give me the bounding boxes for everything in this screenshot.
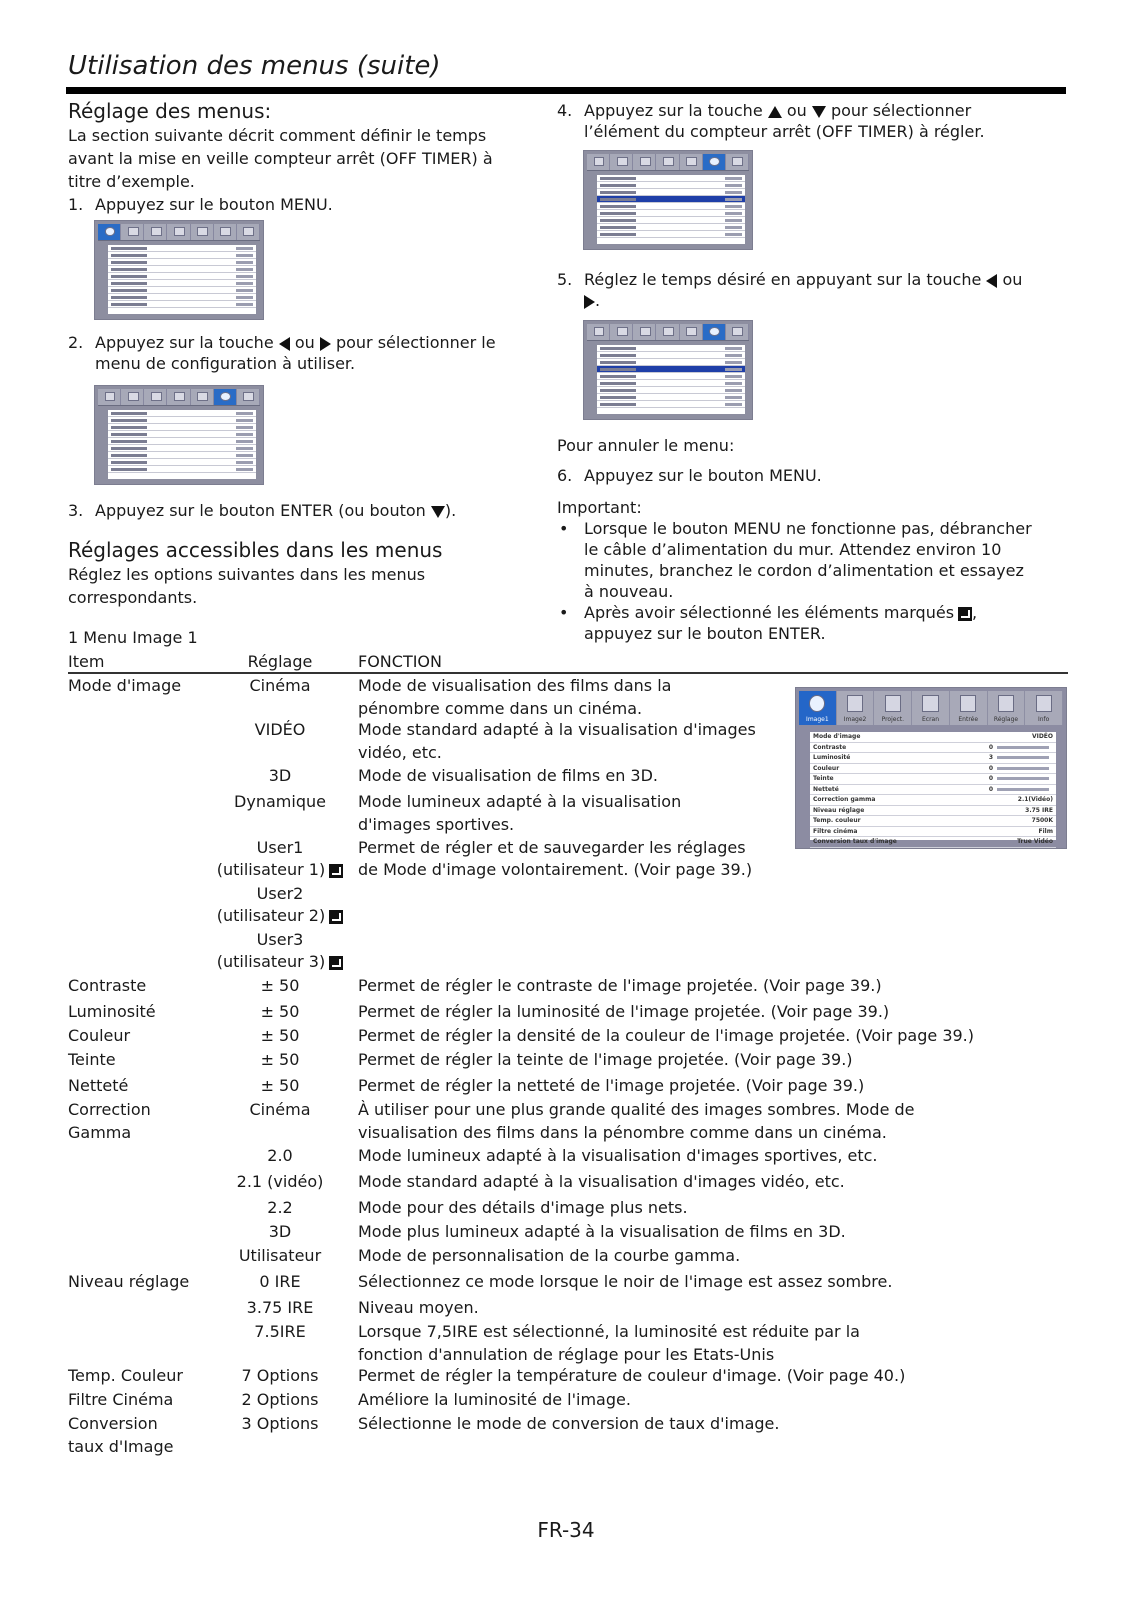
gear-icon: [998, 695, 1014, 712]
cell-fonction: Mode de visualisation de films en 3D.: [358, 766, 658, 785]
menu-tabs: [799, 691, 1063, 725]
cell-reglage: [210, 836, 350, 859]
menu-tab: [610, 154, 633, 170]
cell-fonction: Mode standard adapté à la visualisation d'images vidéo, etc.: [358, 720, 756, 762]
cell-reglage-text: (utilisateur 3): [216, 952, 326, 971]
menu-row-label: Temp. couleur: [813, 817, 861, 825]
cell-reglage-text: Dynamique: [234, 792, 326, 811]
cell-reglage: [210, 1000, 350, 1023]
menu-row-value: 7500K: [1031, 817, 1053, 825]
menu-row: [810, 743, 1056, 754]
cell-reglage: [210, 1048, 350, 1071]
menu-tab: [656, 154, 679, 170]
down-arrow-icon: [812, 106, 826, 118]
menu-tab-reglage: [988, 691, 1026, 725]
cell-reglage: [210, 950, 350, 973]
menu-tabs: [98, 389, 260, 406]
menu-tab: [680, 324, 703, 340]
menu-row: [810, 795, 1056, 806]
step-5: [557, 269, 1027, 311]
up-arrow-icon: [768, 106, 782, 118]
menu-tab-ecran: [912, 691, 950, 725]
cell-fonction: Permet de régler la netteté de l'image projetée. (Voir page 39.): [358, 1076, 865, 1095]
cell-reglage-text: 2.2: [267, 1198, 293, 1217]
menu-row-label: Netteté: [813, 785, 839, 793]
cell-fonction: Permet de régler le contraste de l'image projetée. (Voir page 39.): [358, 976, 882, 995]
menu-row-number: 0: [988, 743, 993, 751]
cell-item: Luminosité: [68, 1002, 156, 1021]
step-2: [68, 332, 528, 374]
menu-row-label: Couleur: [813, 764, 840, 772]
right-arrow-icon: [320, 337, 331, 351]
menu-body: [108, 245, 256, 315]
page-number: FR-34: [537, 1518, 595, 1542]
menu-row-number: 0: [988, 775, 993, 783]
menu-tabs: [587, 154, 749, 171]
left-arrow-icon: [986, 274, 997, 288]
menu-row-number: 3: [988, 754, 993, 762]
cell-reglage-text: User2: [256, 884, 304, 903]
menu-tab-info: [1025, 691, 1063, 725]
page-title: Utilisation des menus (suite): [68, 51, 441, 81]
step-4: [557, 100, 1007, 142]
menu-row: [810, 785, 1056, 796]
cell-fonction: Mode lumineux adapté à la visualisation d'images sportives, etc.: [358, 1146, 878, 1165]
cell-fonction: Améliore la luminosité de l'image.: [358, 1390, 631, 1409]
menu-row-value: Film: [1038, 827, 1053, 835]
menu-row-value: 3.75 IRE: [1025, 806, 1053, 814]
cell-reglage-text: 7 Options: [241, 1366, 319, 1385]
cell-reglage-text: VIDÉO: [254, 720, 306, 739]
step-text: ou: [1002, 270, 1023, 289]
step-text: Appuyez sur le bouton ENTER (ou bouton: [95, 501, 426, 520]
menu-tab-entree: [950, 691, 988, 725]
menu-screenshot-1: [94, 220, 264, 320]
header-rule: [66, 87, 1066, 94]
menu-row-label: Filtre cinéma: [813, 827, 858, 835]
left-arrow-icon: [279, 337, 290, 351]
menu-row-value: VIDÉO: [1031, 733, 1053, 741]
cell-reglage: [210, 1296, 350, 1319]
cell-fonction: Sélectionne le mode de conversion de taux d'image.: [358, 1414, 780, 1433]
cell-fonction: Mode de personnalisation de la courbe gamma.: [358, 1246, 741, 1265]
menu-tab: [167, 224, 190, 240]
cell-reglage: [210, 718, 350, 741]
menu-row-label: Niveau réglage: [813, 806, 865, 814]
menu-panel: [810, 732, 1056, 846]
menu-tab: [167, 389, 190, 405]
step-number: 4.: [557, 101, 573, 120]
tab-label: Réglage: [993, 716, 1019, 723]
menu-tab: [214, 389, 237, 405]
menu-row: [810, 837, 1056, 848]
cell-reglage: [210, 1074, 350, 1097]
menu-tab: [587, 154, 610, 170]
cell-fonction: Mode de visualisation des films dans la pénombre comme dans un cinéma.: [358, 676, 672, 718]
menu-tab: [121, 389, 144, 405]
cell-reglage: [210, 1244, 350, 1267]
header-reglage: Réglage: [247, 652, 313, 671]
step-text: Appuyez sur le bouton MENU.: [95, 195, 333, 214]
menu-row-label: Correction gamma: [813, 796, 876, 804]
menu-row: [810, 816, 1056, 827]
cell-fonction: Mode standard adapté à la visualisation d'images vidéo, etc.: [358, 1172, 845, 1191]
cell-fonction: Niveau moyen.: [358, 1298, 479, 1317]
cell-reglage-text: 2.1 (vidéo): [236, 1172, 324, 1191]
cell-fonction: À utiliser pour une plus grande qualité des images sombres. Mode de visualisation des films dans la pénombre comme dans un cinéma.: [358, 1100, 915, 1142]
sun-icon: [809, 695, 825, 712]
step-text: ).: [444, 501, 457, 520]
tab-label: Image2: [843, 716, 867, 723]
cell-item: Temp. Couleur: [68, 1366, 183, 1385]
menu-tab: [726, 324, 749, 340]
menu-tab: [680, 154, 703, 170]
cell-item: Filtre Cinéma: [68, 1390, 174, 1409]
bullet-text: , appuyez sur le bouton ENTER.: [584, 603, 978, 643]
screen-icon: [922, 695, 938, 712]
menu-tab: [237, 224, 260, 240]
cell-fonction: Lorsque 7,5IRE est sélectionné, la luminosité est réduite par la fonction d'annulation de réglage pour les Etats-Unis: [358, 1322, 860, 1364]
cell-reglage: [210, 1388, 350, 1411]
menu-tab: [633, 154, 656, 170]
cell-fonction: Sélectionnez ce mode lorsque le noir de l'image est assez sombre.: [358, 1272, 893, 1291]
menu-row-label: Conversion taux d'image: [813, 838, 897, 846]
step-text: ou: [294, 333, 315, 352]
cell-reglage: [210, 858, 350, 881]
menu-row-label: Mode d'image: [813, 733, 861, 741]
sliders-icon: [847, 695, 863, 712]
menu-tab: [121, 224, 144, 240]
menu-row: [810, 753, 1056, 764]
header-item: Item: [68, 652, 105, 671]
enter-icon: [329, 864, 343, 878]
cell-item: Couleur: [68, 1026, 131, 1045]
cell-reglage-text: 3.75 IRE: [246, 1298, 314, 1317]
tab-label: Ecran: [921, 716, 940, 723]
tab-label: Info: [1037, 716, 1050, 723]
cell-reglage: [210, 904, 350, 927]
menu-body: [597, 175, 745, 245]
info-icon: [1036, 695, 1052, 712]
menu-row-label: Teinte: [813, 775, 834, 783]
enter-icon: [958, 607, 972, 621]
cell-fonction: Permet de régler la densité de la couleur de l'image projetée. (Voir page 39.): [358, 1026, 974, 1045]
menu-tab: [656, 324, 679, 340]
cell-reglage: [210, 882, 350, 905]
cell-reglage: [210, 1270, 350, 1293]
tab-label: Image1: [806, 716, 829, 723]
step-number: 1.: [68, 195, 84, 214]
cell-reglage: [210, 1170, 350, 1193]
cell-fonction: Mode plus lumineux adapté à la visualisation de films en 3D.: [358, 1222, 846, 1241]
cell-reglage-text: (utilisateur 2): [216, 906, 326, 925]
cell-reglage-text: ± 50: [260, 976, 300, 995]
menu-tab-image1: [799, 691, 837, 725]
step-6: [557, 465, 1007, 486]
menu-tab: [98, 389, 121, 405]
menu-row-slider: [997, 756, 1049, 759]
menu-tab: [610, 324, 633, 340]
section-title-reglages-accessibles: Réglages accessibles dans les menus: [68, 538, 443, 562]
section-title-reglage-menus: Réglage des menus:: [68, 99, 272, 123]
cell-reglage-text: 7.5IRE: [254, 1322, 306, 1341]
menu-row-label: Luminosité: [813, 754, 851, 762]
cell-reglage-text: Cinéma: [249, 1100, 311, 1119]
step-number: 5.: [557, 270, 573, 289]
cell-reglage-text: 3 Options: [241, 1414, 319, 1433]
menu-row-slider: [997, 788, 1049, 791]
cell-reglage-text: (utilisateur 1): [216, 860, 326, 879]
table-caption: 1 Menu Image 1: [68, 628, 198, 647]
down-arrow-icon: [431, 506, 445, 518]
step-1: [68, 194, 523, 215]
menu-tab: [703, 154, 726, 170]
cell-fonction: Permet de régler la luminosité de l'image projetée. (Voir page 39.): [358, 1002, 890, 1021]
cell-reglage-text: 2 Options: [241, 1390, 319, 1409]
menu-body: [597, 345, 745, 415]
cell-reglage: [210, 1220, 350, 1243]
cell-reglage: [210, 1320, 350, 1343]
cancel-label: Pour annuler le menu:: [557, 436, 735, 455]
important-bullet-1: • Lorsque le bouton MENU ne fonctionne pas, débrancher le câble d’alimentation du mur. Attendez environ 10 minutes, branchez le cordon d’alimentation et essayez à nouveau.: [557, 518, 1037, 602]
cell-fonction: Permet de régler la température de couleur d'image. (Voir page 40.): [358, 1366, 906, 1385]
cell-reglage: [210, 974, 350, 997]
menu-tab-image2: [837, 691, 875, 725]
step-number: 6.: [557, 466, 573, 485]
menu-row: [810, 774, 1056, 785]
right-arrow-icon: [584, 295, 595, 309]
step-text: Appuyez sur la touche: [584, 101, 763, 120]
cell-item: Niveau réglage: [68, 1272, 190, 1291]
cell-fonction: Permet de régler et de sauvegarder les réglages: [358, 838, 746, 857]
cell-item: Netteté: [68, 1076, 129, 1095]
menu-tab: [144, 389, 167, 405]
cell-reglage-text: ± 50: [260, 1076, 300, 1095]
cell-reglage-text: Cinéma: [249, 676, 311, 695]
important-bullet-2: [557, 602, 1037, 644]
cell-reglage: [210, 928, 350, 951]
enter-icon: [329, 910, 343, 924]
header-fonction: FONCTION: [358, 652, 442, 671]
menu-tab: [214, 224, 237, 240]
cell-reglage-text: 3D: [268, 1222, 292, 1241]
menu-row: [810, 732, 1056, 743]
step-3: [68, 500, 528, 521]
cell-reglage: [210, 764, 350, 787]
cell-fonction: de Mode d'image volontairement. (Voir page 39.): [358, 860, 753, 879]
important-label: Important:: [557, 498, 642, 517]
input-icon: [960, 695, 976, 712]
menu-tab: [237, 389, 260, 405]
menu-row-slider: [997, 746, 1049, 749]
menu-tabs: [587, 324, 749, 341]
menu-row-number: 0: [988, 785, 993, 793]
important-list: [557, 518, 1037, 644]
menu-tabs: [98, 224, 260, 241]
menu-row: [810, 764, 1056, 775]
menu-tab: [98, 224, 121, 240]
menu-row: [810, 806, 1056, 817]
cell-reglage-text: 2.0: [267, 1146, 293, 1165]
menu-tab: [633, 324, 656, 340]
cell-reglage: [210, 1412, 350, 1435]
menu-tab: [144, 224, 167, 240]
cell-item: Correction Gamma: [68, 1100, 151, 1142]
cell-reglage-text: Utilisateur: [238, 1246, 322, 1265]
cell-item: Contraste: [68, 976, 147, 995]
menu-tab: [726, 154, 749, 170]
cell-fonction: Mode lumineux adapté à la visualisation d'images sportives.: [358, 792, 682, 834]
step-text: pour sélectionner l’élément du compteur arrêt (OFF TIMER) à régler.: [584, 101, 985, 141]
cell-reglage-text: ± 50: [260, 1050, 300, 1069]
step-text: .: [595, 291, 601, 310]
menu-tab-project: [874, 691, 912, 725]
cell-reglage-text: ± 50: [260, 1026, 300, 1045]
enter-icon: [329, 956, 343, 970]
menu-screenshot-3: [583, 150, 753, 250]
menu-screenshot-4: [583, 320, 753, 420]
cell-reglage-text: User3: [256, 930, 304, 949]
cell-reglage-text: ± 50: [260, 1002, 300, 1021]
bullet-text: Après avoir sélectionné les éléments marqués: [584, 603, 955, 622]
step-number: 2.: [68, 333, 84, 352]
step-number: 3.: [68, 501, 84, 520]
menu-body: [108, 410, 256, 480]
cell-fonction: Permet de régler la teinte de l'image projetée. (Voir page 39.): [358, 1050, 853, 1069]
menu-row-slider: [997, 767, 1049, 770]
menu-row-value: True Vidéo: [1017, 838, 1053, 846]
menu-tab: [587, 324, 610, 340]
cell-reglage: [210, 1024, 350, 1047]
cell-reglage: [210, 790, 350, 813]
menu-row-label: Contraste: [813, 743, 847, 751]
cell-item: Teinte: [68, 1050, 116, 1069]
step-text: Réglez le temps désiré en appuyant sur la touche: [584, 270, 982, 289]
step-text: Appuyez sur la touche: [95, 333, 274, 352]
cell-reglage: [210, 1196, 350, 1219]
menu-row-value: 2.1(Vidéo): [1017, 796, 1053, 804]
menu-tab: [191, 389, 214, 405]
menu-tab: [703, 324, 726, 340]
cell-reglage: [210, 1364, 350, 1387]
cell-reglage-text: 3D: [268, 766, 292, 785]
intro-text: La section suivante décrit comment définir le temps avant la mise en veille compteur arrêt (OFF TIMER) à titre d’exemple.: [68, 126, 493, 191]
tab-label: Entrée: [958, 716, 979, 723]
tab-label: Project.: [881, 716, 905, 723]
step-text: pour sélectionner le menu de configuration à utiliser.: [95, 333, 496, 373]
image-menu-screenshot: [795, 687, 1067, 849]
step-text: Appuyez sur le bouton MENU.: [584, 466, 822, 485]
cell-item: Mode d'image: [68, 676, 182, 695]
menu-tab: [191, 224, 214, 240]
cell-item: Conversion taux d'Image: [68, 1414, 174, 1456]
cell-reglage-text: 0 IRE: [259, 1272, 301, 1291]
menu-row: [810, 827, 1056, 838]
section2-text: Réglez les options suivantes dans les menus correspondants.: [68, 565, 426, 607]
menu-screenshot-2: [94, 385, 264, 485]
menu-row-slider: [997, 777, 1049, 780]
cell-reglage-text: User1: [256, 838, 304, 857]
step-text: ou: [786, 101, 807, 120]
projector-icon: [885, 695, 901, 712]
cell-reglage: [210, 1144, 350, 1167]
menu-row-number: 0: [988, 764, 993, 772]
cell-reglage: [210, 1098, 350, 1121]
cell-fonction: Mode pour des détails d'image plus nets.: [358, 1198, 688, 1217]
cell-reglage: [210, 674, 350, 697]
